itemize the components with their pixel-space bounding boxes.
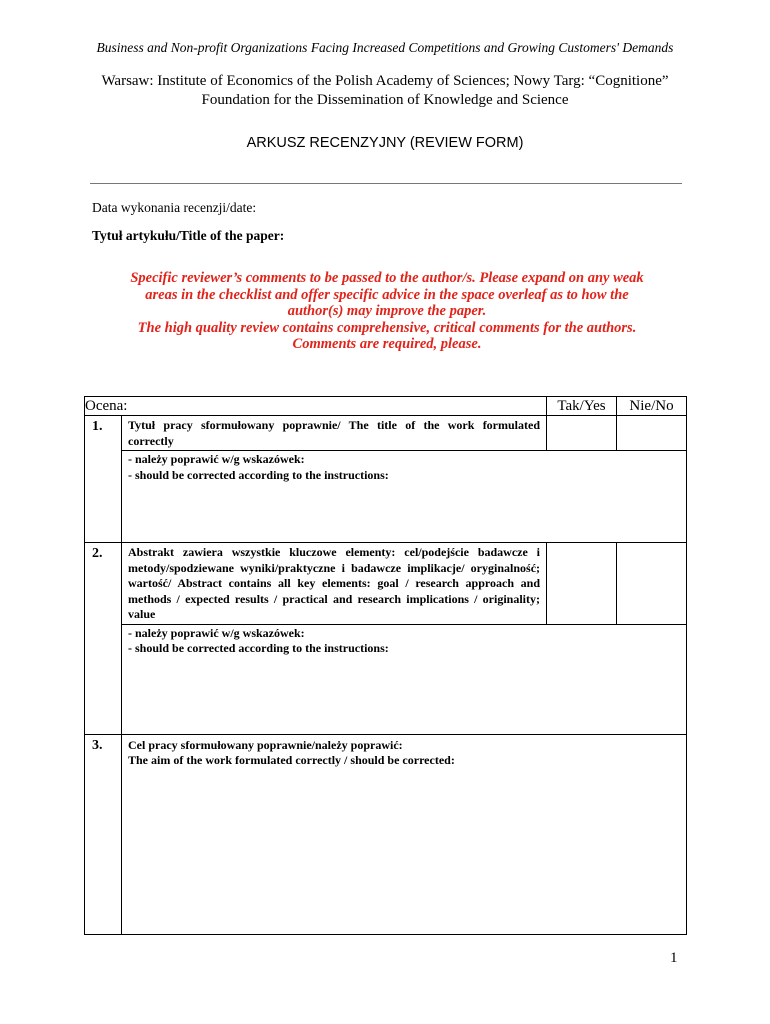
- reviewer-instructions: [88, 270, 686, 353]
- table-row: [85, 416, 687, 451]
- publisher-info: [60, 72, 710, 110]
- page-number: 1: [670, 950, 678, 966]
- publisher-line-1: Warsaw: Institute of Economics of the Polish Academy of Sciences; Nowy Targ: “Cognitione”: [101, 73, 669, 89]
- form-title: ARKUSZ RECENZYJNY (REVIEW FORM): [246, 135, 524, 151]
- criterion-text[interactable]: [122, 734, 687, 934]
- criterion-line-pl: Cel pracy sformułowany poprawnie/należy poprawić:: [128, 737, 403, 752]
- table-row: [85, 543, 687, 625]
- criterion-text: Abstrakt zawiera wszystkie kluczowe elementy: cel/podejście badawcze i metody/spodziewane wyniki/praktyczne i badawcze implikacje/ oryginalność; wartość/ Abstract contains all key elements: goal / research approach and methods / expected results / practical and research implications / originality; value: [122, 543, 547, 625]
- correction-area[interactable]: [122, 624, 687, 734]
- instructions-line-1: Specific reviewer’s comments to be passed to the author/s. Please expand on any weak: [130, 270, 644, 286]
- instructions-line-4: The high quality review contains comprehensive, critical comments for the authors.: [137, 319, 637, 336]
- yes-checkbox-cell[interactable]: [547, 543, 617, 625]
- header-ocena: Ocena:: [85, 397, 547, 416]
- table-row: [85, 734, 687, 934]
- no-checkbox-cell[interactable]: [617, 543, 687, 625]
- row-number: 2.: [85, 543, 122, 735]
- header-yes: Tak/Yes: [547, 397, 617, 416]
- series-title: Business and Non-profit Organizations Facing Increased Competitions and Growing Customers' Demands: [96, 40, 674, 55]
- paper-title-field-label: Tytuł artykułu/Title of the paper:: [92, 228, 285, 243]
- correction-line-en: - should be corrected according to the instructions:: [128, 641, 389, 655]
- correction-line-en: - should be corrected according to the instructions:: [128, 467, 389, 482]
- row-number: 3.: [85, 734, 122, 934]
- no-checkbox-cell[interactable]: [617, 416, 687, 451]
- correction-row: [85, 624, 687, 734]
- correction-row: [85, 451, 687, 543]
- header-no: Nie/No: [617, 397, 687, 416]
- review-table: [84, 396, 687, 935]
- table-header-row: [85, 397, 687, 416]
- criterion-text: Tytuł pracy sformułowany poprawnie/ The title of the work formulated correctly: [122, 416, 547, 451]
- criterion-line-en: The aim of the work formulated correctly / should be corrected:: [128, 753, 455, 767]
- date-field-label: Data wykonania recenzji/date:: [92, 200, 257, 215]
- row-number: 1.: [85, 416, 122, 543]
- horizontal-rule: [90, 183, 682, 184]
- yes-checkbox-cell[interactable]: [547, 416, 617, 451]
- instructions-line-2: areas in the checklist and offer specific advice in the space overleaf as to how the: [145, 286, 629, 303]
- correction-line-pl: - należy poprawić w/g wskazówek:: [128, 452, 305, 466]
- correction-area[interactable]: [122, 451, 687, 543]
- correction-line-pl: - należy poprawić w/g wskazówek:: [128, 625, 305, 640]
- instructions-line-3: author(s) may improve the paper.: [287, 303, 487, 319]
- instructions-line-5: Comments are required, please.: [292, 336, 482, 352]
- publisher-line-2: Foundation for the Dissemination of Knowledge and Science: [201, 92, 569, 108]
